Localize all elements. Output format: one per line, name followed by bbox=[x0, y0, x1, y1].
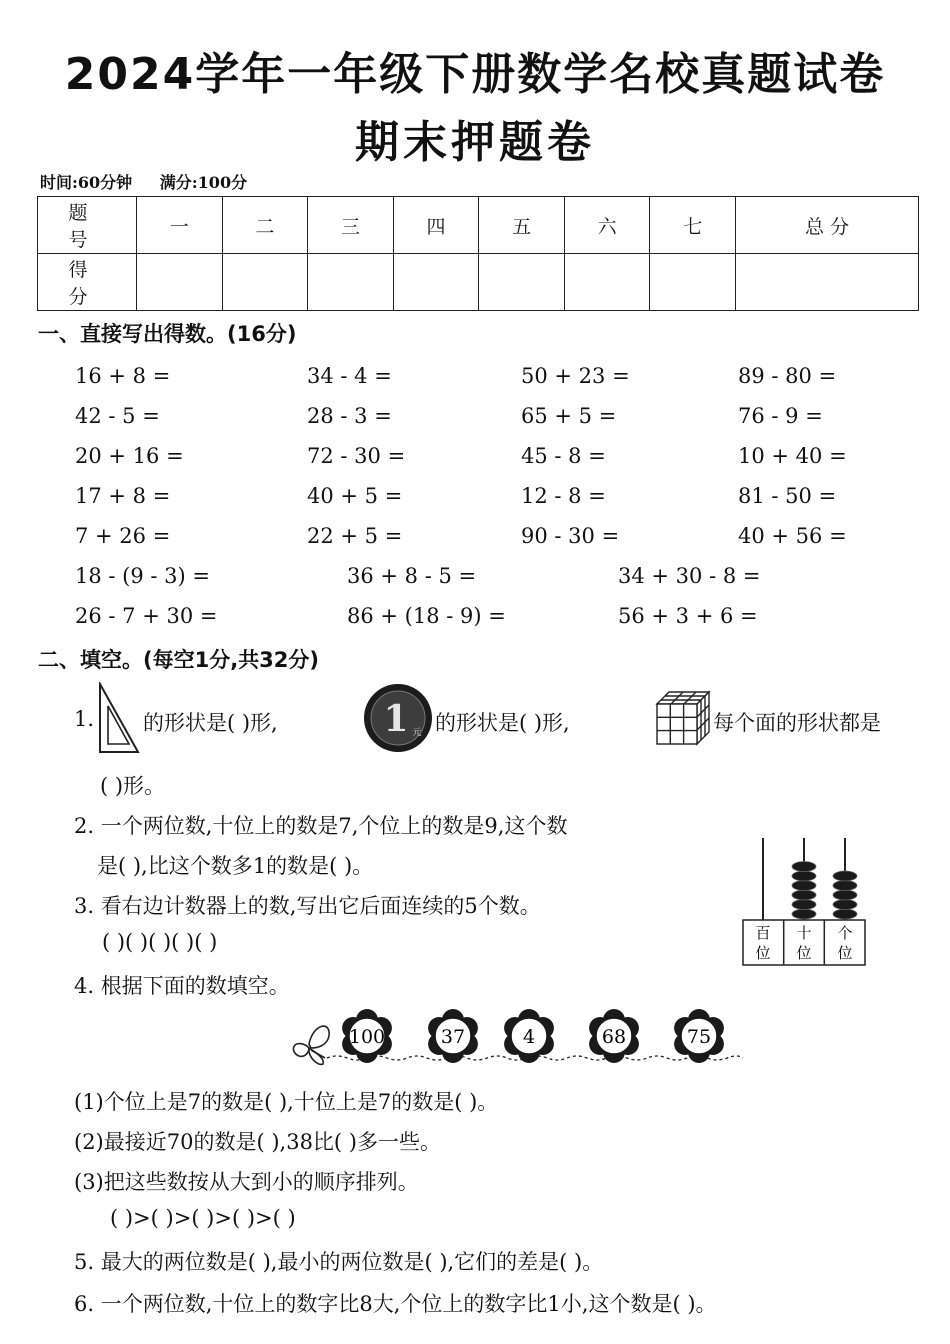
q1-text-a: 的形状是( )形, bbox=[143, 711, 278, 735]
calc-item: 12 - 8 = bbox=[521, 484, 606, 508]
calc-item: 7 + 26 = bbox=[75, 524, 171, 548]
q3-line1: 3. 看右边计数器上的数,写出它后面连续的5个数。 bbox=[74, 894, 541, 918]
flower-number-label: 4 bbox=[522, 1026, 536, 1048]
q4-heading: 4. 根据下面的数填空。 bbox=[74, 974, 290, 998]
score-cell[interactable] bbox=[308, 254, 394, 311]
calc-item: 45 - 8 = bbox=[521, 444, 606, 468]
coin-unit: 元 bbox=[412, 728, 422, 738]
header-cell: 四 bbox=[393, 197, 479, 254]
flower-number bbox=[674, 1009, 724, 1063]
calc-item: 10 + 40 = bbox=[738, 444, 847, 468]
q5: 5. 最大的两位数是( ),最小的两位数是( ),它们的差是( )。 bbox=[74, 1250, 604, 1274]
q4-2: (2)最接近70的数是( ),38比( )多一些。 bbox=[74, 1130, 441, 1154]
calc-item: 81 - 50 = bbox=[738, 484, 837, 508]
calc-item: 86 + (18 - 9) = bbox=[347, 604, 506, 628]
abacus-bead bbox=[833, 890, 857, 900]
header-cell: 二 bbox=[222, 197, 308, 254]
calc-item: 22 + 5 = bbox=[307, 524, 403, 548]
q1-number: 1. bbox=[74, 707, 95, 731]
score-cell[interactable] bbox=[650, 254, 736, 311]
calc-item: 40 + 56 = bbox=[738, 524, 847, 548]
calc-item: 34 + 30 - 8 = bbox=[618, 564, 761, 588]
abacus-bead bbox=[792, 890, 816, 900]
abacus-bead bbox=[792, 862, 816, 872]
calc-item: 20 + 16 = bbox=[75, 444, 184, 468]
exam-meta bbox=[40, 170, 269, 193]
abacus-bead bbox=[833, 909, 857, 919]
q1-text-d: ( )形。 bbox=[100, 774, 166, 798]
header-cell: 六 bbox=[564, 197, 650, 254]
calc-item: 17 + 8 = bbox=[75, 484, 171, 508]
header-cell: 三 bbox=[308, 197, 394, 254]
score-cell[interactable] bbox=[479, 254, 565, 311]
calc-item: 50 + 23 = bbox=[521, 364, 630, 388]
header-cell: 五 bbox=[479, 197, 565, 254]
q1-text-c: 每个面的形状都是 bbox=[713, 711, 881, 735]
header-cell: 题 号 bbox=[38, 197, 137, 254]
abacus-label-hundreds: 百 bbox=[755, 924, 771, 942]
flower-number-label: 75 bbox=[686, 1026, 712, 1048]
exam-subtitle: 期末押题卷 bbox=[355, 117, 595, 168]
header-cell: 总 分 bbox=[736, 197, 919, 254]
q2-line1: 2. 一个两位数,十位上的数是7,个位上的数是9,这个数 bbox=[74, 814, 568, 838]
section2-heading: 二、填空。(每空1分,共32分) bbox=[38, 648, 320, 672]
exam-title: 2024学年一年级下册数学名校真题试卷 bbox=[64, 49, 886, 100]
abacus-label-ones-2: 位 bbox=[837, 944, 853, 962]
calc-item: 76 - 9 = bbox=[738, 404, 823, 428]
flower-number-label: 100 bbox=[348, 1026, 386, 1048]
score-table-header bbox=[38, 197, 919, 254]
score-table bbox=[37, 196, 919, 311]
abacus-bead bbox=[833, 881, 857, 891]
flower-number bbox=[504, 1009, 554, 1063]
q3-blanks: ( )( )( )( )( ) bbox=[102, 930, 218, 954]
flower-number-label: 68 bbox=[601, 1026, 627, 1048]
q4-3-blanks: ( )>( )>( )>( )>( ) bbox=[110, 1206, 296, 1230]
score-table-row bbox=[38, 254, 919, 311]
abacus-bead bbox=[792, 871, 816, 881]
calc-item: 34 - 4 = bbox=[307, 364, 392, 388]
row-label: 得 分 bbox=[38, 254, 137, 311]
score-cell[interactable] bbox=[564, 254, 650, 311]
score-cell[interactable] bbox=[137, 254, 223, 311]
calc-item: 26 - 7 + 30 = bbox=[75, 604, 218, 628]
calc-item: 40 + 5 = bbox=[307, 484, 403, 508]
time-limit: 时间:60分钟 bbox=[40, 173, 133, 192]
flower-number bbox=[589, 1009, 639, 1063]
cube-icon bbox=[655, 690, 711, 746]
flower-number bbox=[428, 1009, 478, 1063]
abacus-label-tens-2: 位 bbox=[796, 944, 812, 962]
abacus-bead bbox=[792, 900, 816, 910]
butterfly-icon bbox=[293, 1026, 329, 1064]
q6: 6. 一个两位数,十位上的数字比8大,个位上的数字比1小,这个数是( )。 bbox=[74, 1292, 717, 1316]
header-cell: 一 bbox=[137, 197, 223, 254]
flower-number bbox=[342, 1009, 392, 1063]
triangle-ruler-icon bbox=[97, 682, 141, 754]
flower-numbers bbox=[285, 1008, 745, 1068]
abacus-counter bbox=[742, 838, 866, 966]
abacus-label-tens: 十 bbox=[796, 924, 812, 942]
abacus-bead bbox=[792, 909, 816, 919]
abacus-bead bbox=[792, 881, 816, 891]
score-cell[interactable] bbox=[222, 254, 308, 311]
flower-number-label: 37 bbox=[440, 1026, 466, 1048]
score-cell[interactable] bbox=[393, 254, 479, 311]
calc-item: 89 - 80 = bbox=[738, 364, 837, 388]
abacus-label-ones: 个 bbox=[837, 924, 853, 942]
abacus-bead bbox=[833, 871, 857, 881]
calc-item: 90 - 30 = bbox=[521, 524, 620, 548]
calc-item: 56 + 3 + 6 = bbox=[618, 604, 758, 628]
calc-item: 42 - 5 = bbox=[75, 404, 160, 428]
calc-item: 72 - 30 = bbox=[307, 444, 406, 468]
abacus-bead bbox=[833, 900, 857, 910]
calc-item: 65 + 5 = bbox=[521, 404, 617, 428]
abacus-label-hundreds-2: 位 bbox=[755, 944, 771, 962]
full-score: 满分:100分 bbox=[159, 173, 248, 192]
header-cell: 七 bbox=[650, 197, 736, 254]
q4-1: (1)个位上是7的数是( ),十位上是7的数是( )。 bbox=[74, 1090, 499, 1114]
q1-text-b: 的形状是( )形, bbox=[435, 711, 570, 735]
section1-heading: 一、直接写出得数。(16分) bbox=[38, 322, 297, 346]
q4-3: (3)把这些数按从大到小的顺序排列。 bbox=[74, 1170, 419, 1194]
calc-item: 28 - 3 = bbox=[307, 404, 392, 428]
calc-item: 16 + 8 = bbox=[75, 364, 171, 388]
q2-line2: 是( ),比这个数多1的数是( )。 bbox=[97, 854, 374, 878]
calc-item: 36 + 8 - 5 = bbox=[347, 564, 477, 588]
score-cell[interactable] bbox=[736, 254, 919, 311]
coin-icon bbox=[362, 682, 434, 754]
coin-denomination: 1 bbox=[383, 698, 409, 740]
calc-item: 18 - (9 - 3) = bbox=[75, 564, 210, 588]
